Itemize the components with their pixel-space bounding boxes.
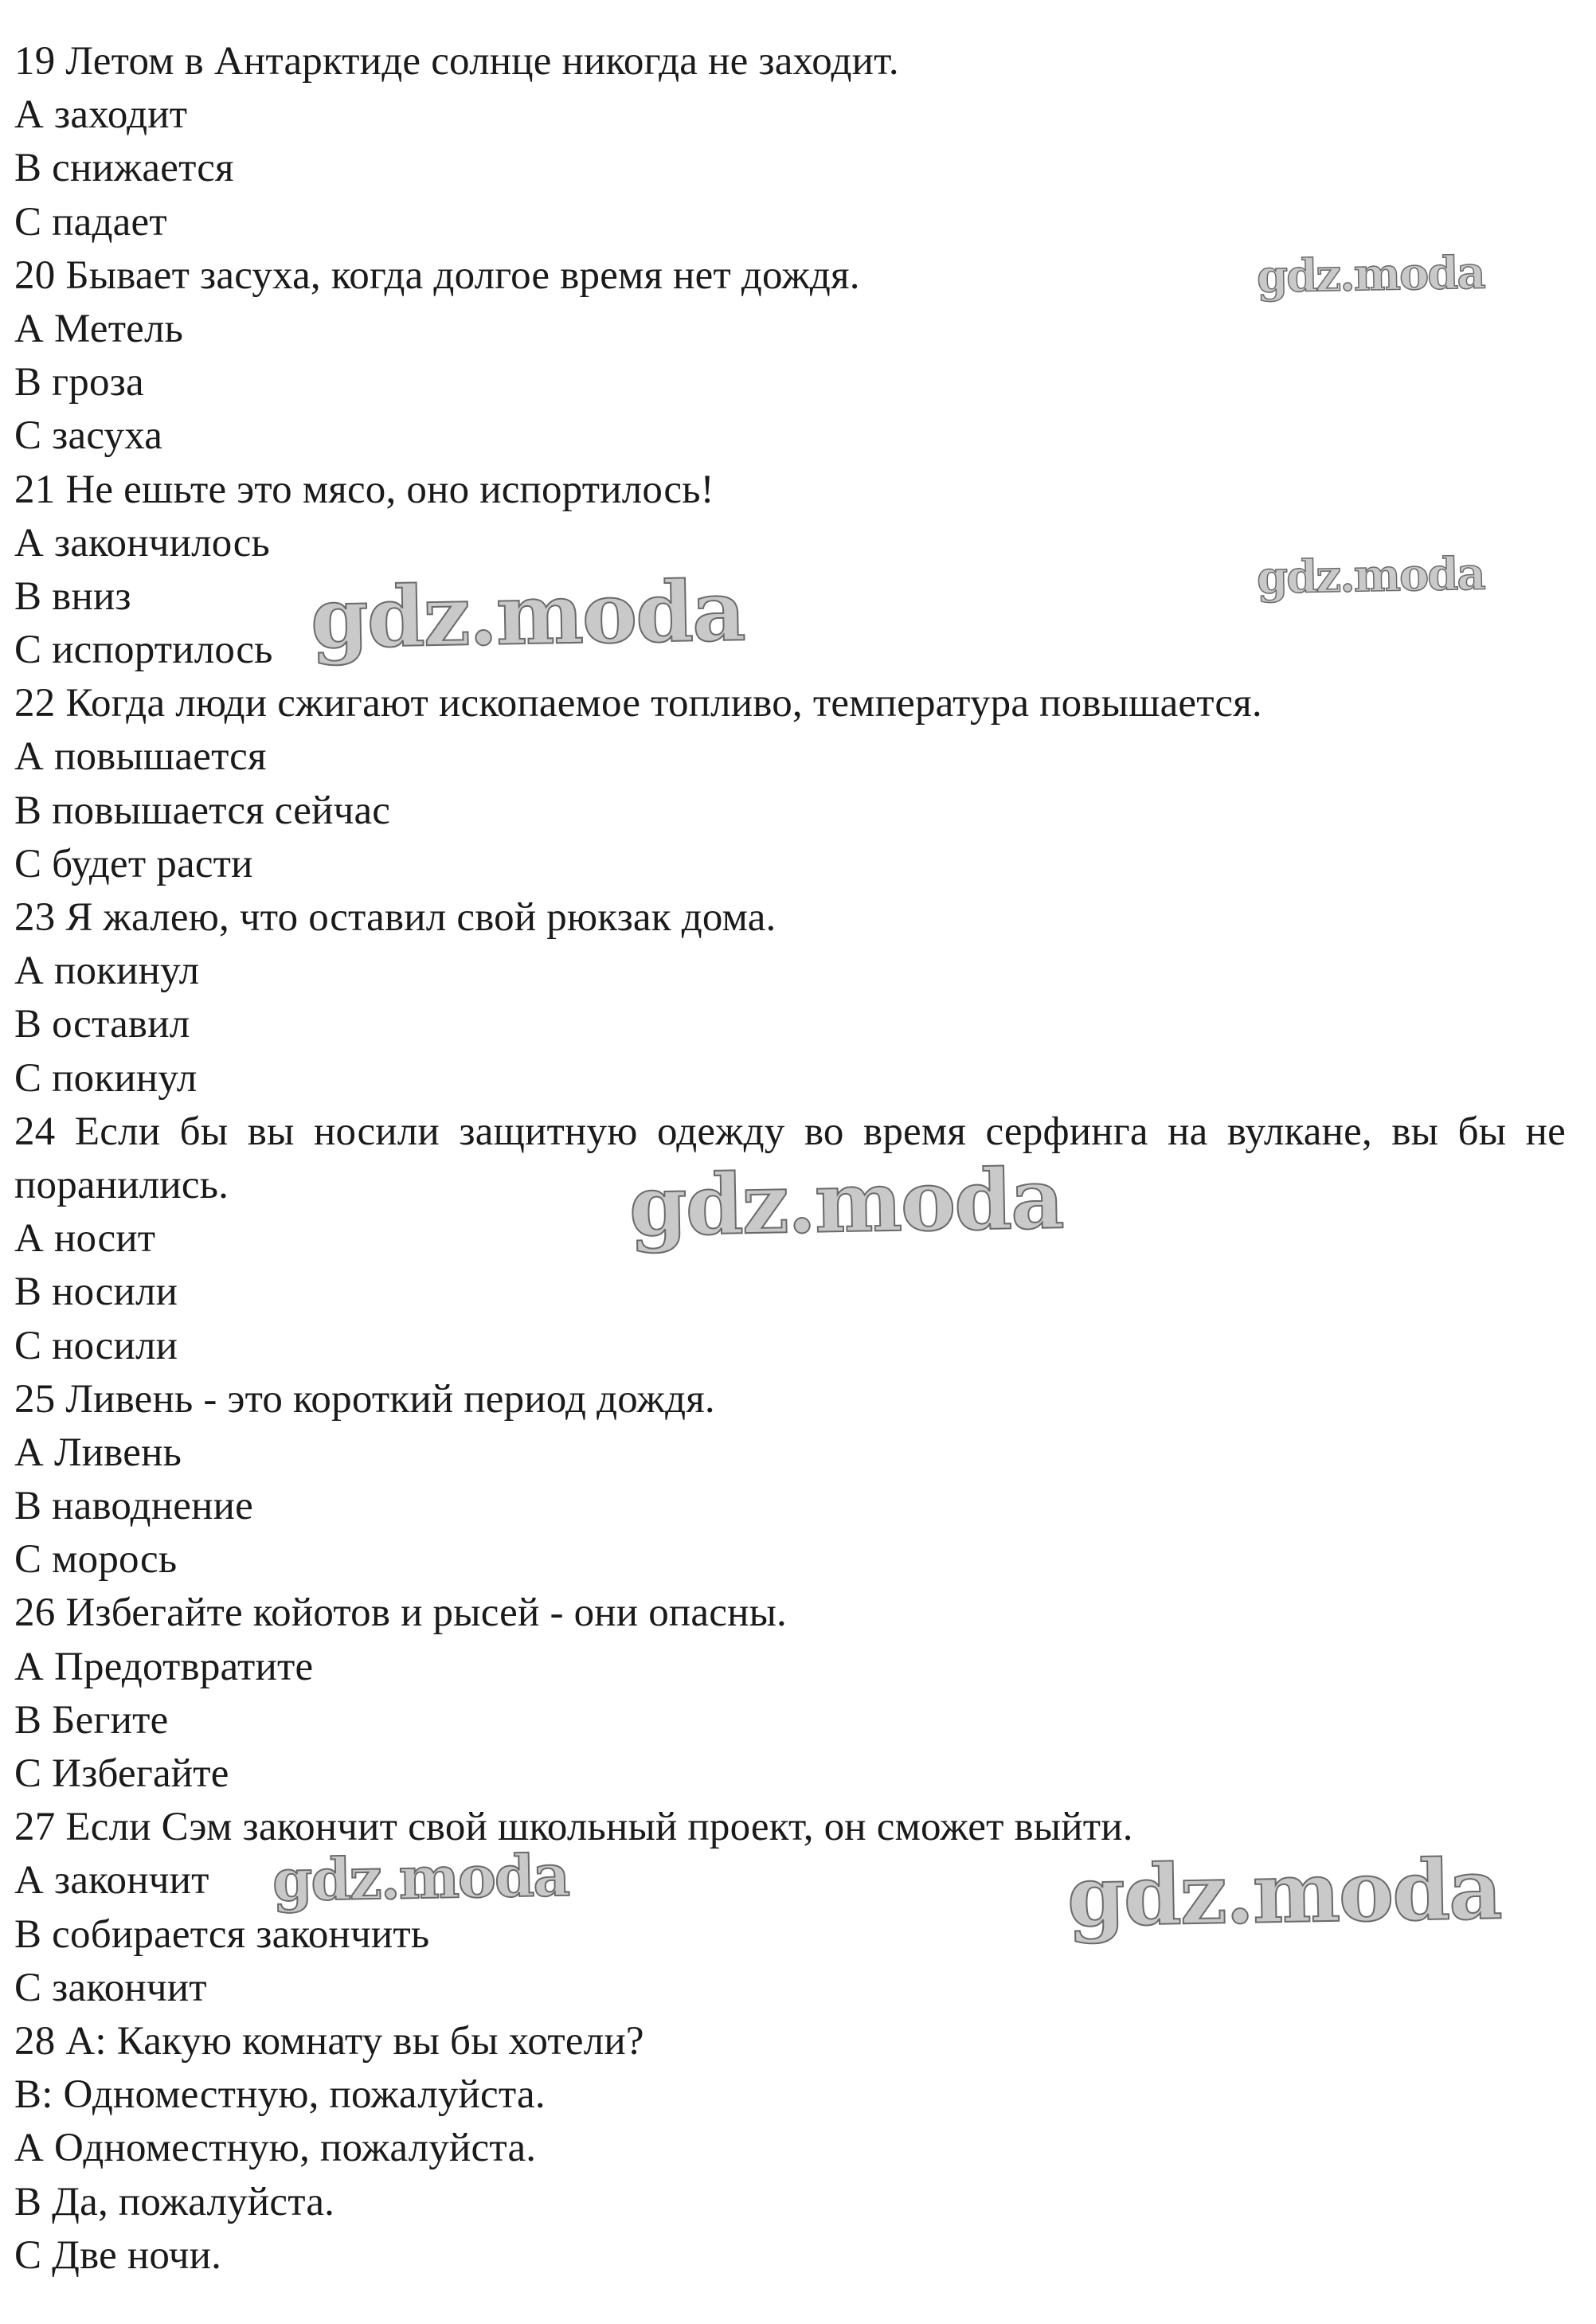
option-a: А Ливень: [14, 1430, 182, 1475]
question-26: 26 Избегайте койотов и рысей - они опасны.: [14, 1590, 788, 1636]
option-a: А Предотвратите: [14, 1644, 314, 1689]
option-a: А Метель: [14, 306, 184, 351]
question-21: 21 Не ешьте это мясо, оно испортилось!: [14, 467, 714, 512]
watermark: gdz.moda: [628, 1149, 1064, 1255]
option-a: А закончит: [14, 1858, 209, 1903]
option-c: С покинул: [14, 1055, 198, 1101]
watermark: gdz.moda: [1066, 1840, 1502, 1946]
option-c: С будет расти: [14, 841, 253, 886]
option-b: В оставил: [14, 1002, 190, 1047]
watermark: gdz.moda: [1256, 246, 1485, 303]
question-27: 27 Если Сэм закончит свой школьный проект, он сможет выйти.: [14, 1805, 1133, 1850]
option-a: А закончилось: [14, 520, 271, 565]
watermark: gdz.moda: [272, 1841, 569, 1915]
question-19: 19 Летом в Антарктиде солнце никогда не заходит.: [14, 39, 899, 84]
dialogue-reply: В: Одноместную, пожалуйста.: [14, 2072, 546, 2118]
option-b: В вниз: [14, 573, 131, 619]
option-c: С Две ночи.: [14, 2232, 222, 2278]
question-23: 23 Я жалею, что оставил свой рюкзак дома.: [14, 895, 776, 940]
option-b: В снижается: [14, 146, 234, 191]
option-b: В собирается закончить: [14, 1911, 430, 1957]
option-a: А покинул: [14, 949, 200, 994]
option-b: В Бегите: [14, 1697, 169, 1743]
option-c: С засуха: [14, 413, 163, 459]
watermark: gdz.moda: [309, 561, 745, 667]
option-b: В наводнение: [14, 1484, 253, 1529]
option-b: В повышается сейчас: [14, 788, 391, 833]
watermark: gdz.moda: [1256, 547, 1485, 604]
option-b: В носили: [14, 1270, 178, 1315]
option-c: С закончит: [14, 1965, 207, 2010]
option-c: С падает: [14, 199, 167, 245]
option-a: А Одноместную, пожалуйста.: [14, 2126, 537, 2171]
option-a: А заходит: [14, 92, 188, 138]
question-20: 20 Бывает засуха, когда долгое время нет дождя.: [14, 252, 860, 298]
option-c: С носили: [14, 1323, 178, 1368]
question-22: 22 Когда люди сжигают ископаемое топливо, температура повышается.: [14, 681, 1262, 726]
question-25: 25 Ливень - это короткий период дождя.: [14, 1376, 715, 1422]
option-c: С испортилось: [14, 628, 273, 673]
option-b: В Да, пожалуйста.: [14, 2179, 335, 2224]
option-a: А носит: [14, 1216, 156, 1262]
option-c: С Избегайте: [14, 1751, 229, 1797]
option-a: А повышается: [14, 734, 267, 780]
question-24: 24 Если бы вы носили защитную одежду во время серфинга на вулкане, вы бы не поранились.: [14, 1109, 1566, 1207]
option-c: С морось: [14, 1537, 178, 1583]
question-28: 28 А: Какую комнату вы бы хотели?: [14, 2018, 644, 2064]
option-b: В гроза: [14, 360, 144, 405]
